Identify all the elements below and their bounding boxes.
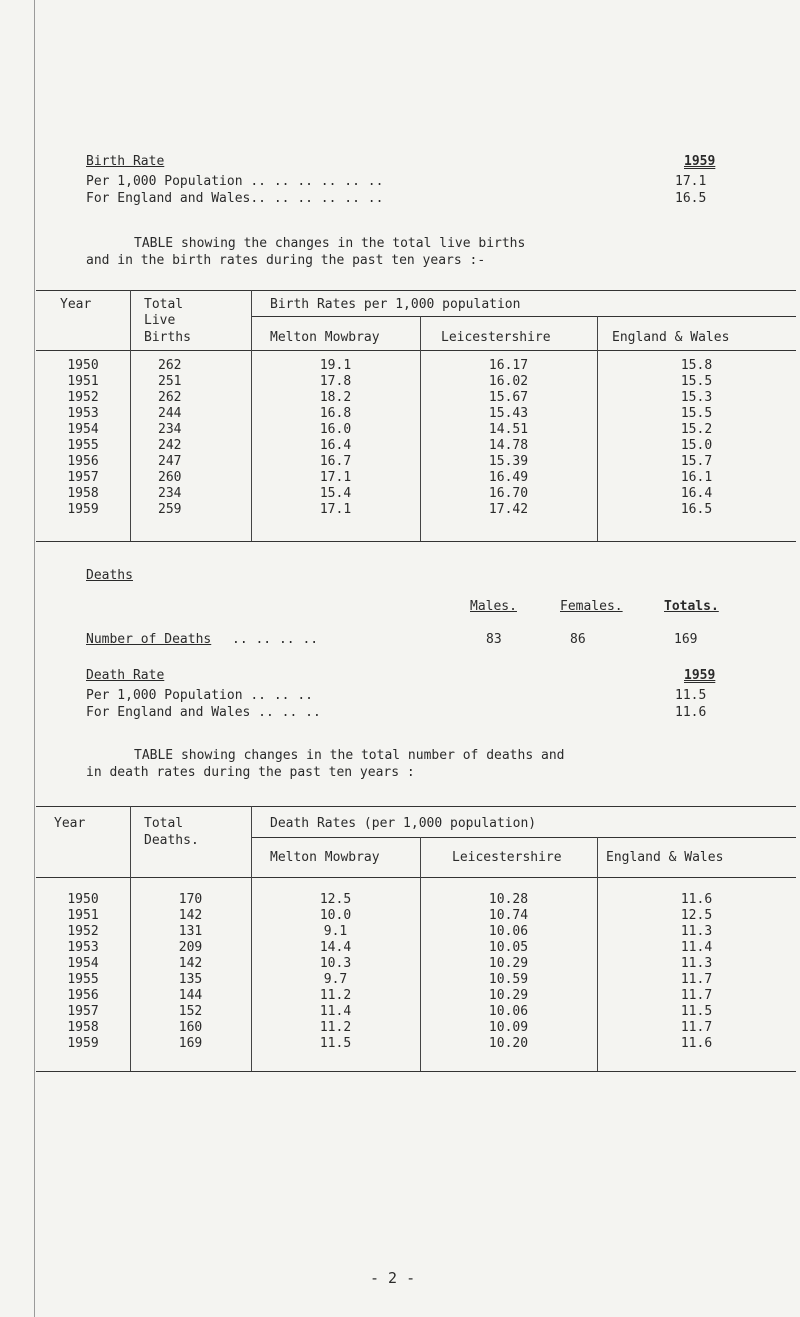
number-of-deaths-label: Number of Deaths (86, 632, 212, 647)
table-row: 1952 131 9.1 10.06 11.3 (67, 924, 713, 939)
deaths-col-totals: Totals. (664, 599, 719, 614)
table-row: 1951 251 17.8 16.02 15.5 (67, 374, 713, 389)
table-row: 1953 209 14.4 10.05 11.4 (67, 940, 713, 955)
table-row: 1955 135 9.7 10.59 11.7 (67, 972, 713, 987)
table-row: 1952 262 18.2 15.67 15.3 (67, 390, 713, 405)
birth-header-total: Total (144, 297, 184, 312)
death-header-year: Year (54, 816, 86, 831)
birth-rate-heading: Birth Rate (86, 154, 165, 169)
birth-rate-year: 1959 (684, 154, 716, 169)
table-row: 1954 234 16.0 14.51 15.2 (67, 422, 713, 437)
birth-header-leicestershire: Leicestershire (441, 330, 551, 345)
birth-rates-table (36, 358, 796, 518)
birth-table-group-rule (251, 316, 796, 317)
page-number: - 2 - (370, 1269, 416, 1287)
number-of-deaths-dots: .. .. .. .. (232, 632, 319, 647)
death-rates-table (36, 892, 796, 1052)
table-row: 1959 169 11.5 10.20 11.6 (67, 1036, 713, 1051)
death-table-intro: in death rates during the past ten years : (86, 765, 415, 780)
death-rate-heading: Death Rate (86, 668, 165, 683)
table-row: 1957 152 11.4 10.06 11.5 (67, 1004, 713, 1019)
deaths-totals-value: 169 (674, 632, 698, 647)
death-header-melton: Melton Mowbray (270, 850, 380, 865)
birth-header-total: Births (144, 330, 191, 345)
table-row: 1953 244 16.8 15.43 15.5 (67, 406, 713, 421)
birth-header-rates-group: Birth Rates per 1,000 population (270, 297, 521, 312)
birth-rate-row-label: For England and Wales.. .. .. .. .. .. (86, 191, 384, 206)
deaths-females-value: 86 (570, 632, 586, 647)
death-rate-row-label: For England and Wales .. .. .. (86, 705, 321, 720)
birth-header-year: Year (60, 297, 92, 312)
death-table-intro: TABLE showing changes in the total number of deaths and (134, 748, 565, 763)
death-header-total: Total (144, 816, 184, 831)
birth-rate-row-label: Per 1,000 Population .. .. .. .. .. .. (86, 174, 384, 189)
death-rate-row-value: 11.6 (675, 705, 707, 720)
table-row: 1958 160 11.2 10.09 11.7 (67, 1020, 713, 1035)
deaths-heading: Deaths (86, 568, 133, 583)
deaths-col-females: Females. (560, 599, 623, 614)
table-row: 1957 260 17.1 16.49 16.1 (67, 470, 713, 485)
table-row: 1950 170 12.5 10.28 11.6 (67, 892, 713, 907)
death-rate-row-value: 11.5 (675, 688, 707, 703)
birth-header-melton: Melton Mowbray (270, 330, 380, 345)
table-row: 1959 259 17.1 17.42 16.5 (67, 502, 713, 517)
death-header-england-wales: England & Wales (606, 850, 724, 865)
death-header-total: Deaths. (144, 833, 199, 848)
table-row: 1951 142 10.0 10.74 12.5 (67, 908, 713, 923)
table-row: 1950 262 19.1 16.17 15.8 (67, 358, 713, 373)
death-rate-year: 1959 (684, 668, 716, 683)
deaths-col-males: Males. (470, 599, 517, 614)
table-row: 1958 234 15.4 16.70 16.4 (67, 486, 713, 501)
table-row: 1956 144 11.2 10.29 11.7 (67, 988, 713, 1003)
birth-table-top-rule (36, 290, 796, 291)
birth-rate-row-value: 16.5 (675, 191, 707, 206)
table-row: 1956 247 16.7 15.39 15.7 (67, 454, 713, 469)
death-header-leicestershire: Leicestershire (452, 850, 562, 865)
deaths-males-value: 83 (486, 632, 502, 647)
death-rate-row-label: Per 1,000 Population .. .. .. (86, 688, 313, 703)
death-table-group-rule (251, 837, 796, 838)
table-row: 1955 242 16.4 14.78 15.0 (67, 438, 713, 453)
birth-table-header-rule (36, 350, 796, 351)
death-header-rates-group: Death Rates (per 1,000 population) (270, 816, 537, 831)
birth-table-intro: and in the birth rates during the past ten years :- (86, 253, 486, 268)
birth-table-bottom-rule (36, 541, 796, 542)
death-table-top-rule (36, 806, 796, 807)
birth-header-england-wales: England & Wales (612, 330, 730, 345)
table-row: 1954 142 10.3 10.29 11.3 (67, 956, 713, 971)
birth-rate-row-value: 17.1 (675, 174, 707, 189)
death-table-bottom-rule (36, 1071, 796, 1072)
page-left-edge (34, 0, 35, 1317)
death-table-header-rule (36, 877, 796, 878)
birth-table-intro: TABLE showing the changes in the total live births (134, 236, 526, 251)
birth-header-total: Live (144, 313, 176, 328)
